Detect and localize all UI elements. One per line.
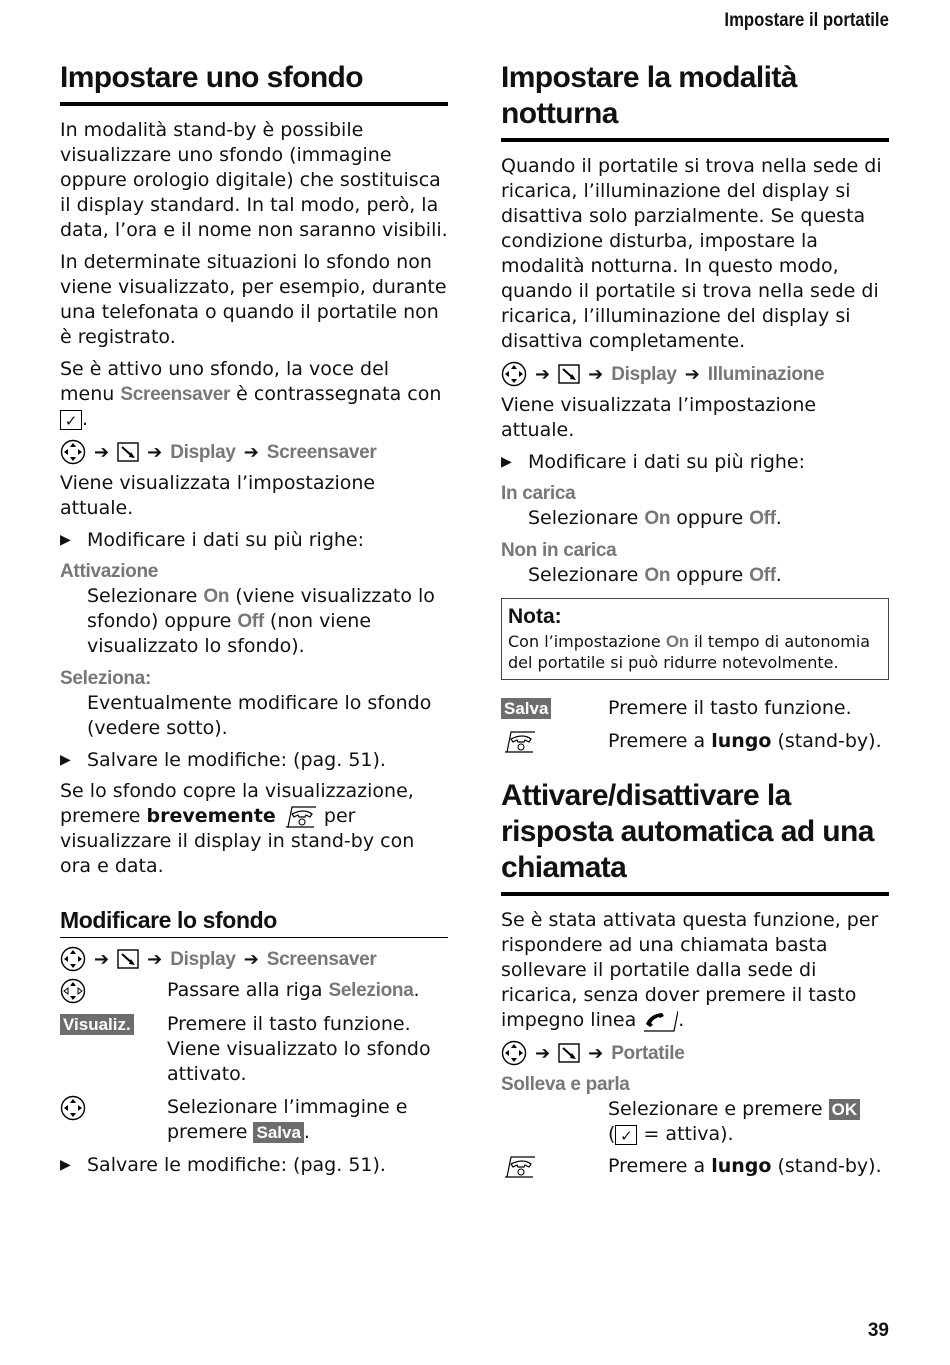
step-bullet-icon: ▶ <box>60 752 71 768</box>
menu-item-display: Display <box>170 441 236 463</box>
arrow-right-icon: ➔ <box>684 363 700 385</box>
paragraph: In determinate situazioni lo sfondo non viene visualizzato, per esempio, durante una telefonata o quando il portatile non è registrato. <box>60 251 447 348</box>
step-item: ▶ Modificare i dati su più righe: <box>501 451 806 473</box>
paragraph: Se è stata attivata questa funzione, per rispondere ad una chiamata basta sollevare il portatile dalla sede di ricarica, senza dover premere il tasto impegno linea . <box>501 909 879 1031</box>
menu-item-illumination: Illuminazione <box>707 363 825 385</box>
end-call-key-icon <box>501 1156 537 1178</box>
key-instruction-row: Passare alla riga Seleziona. <box>60 978 448 1004</box>
field-label-lift-and-talk: Solleva e parla <box>501 1074 630 1095</box>
note-body: Con l’impostazione On il tempo di autonomia del portatile si può ridurre notevolmente. <box>508 632 871 672</box>
nav-key-icon <box>60 946 86 972</box>
settings-menu-icon <box>117 949 139 969</box>
note-box <box>501 598 889 680</box>
field-label-not-in-charge: Non in carica <box>501 540 617 561</box>
field-description: Selezionare e premere OK ( ✓ = attiva). <box>608 1097 889 1147</box>
settings-menu-icon <box>117 442 139 462</box>
subsection-title: Modificare lo sfondo <box>60 905 448 938</box>
arrow-right-icon: ➔ <box>94 948 110 970</box>
section-title-wallpaper: Impostare uno sfondo <box>60 60 448 106</box>
menu-item-handset: Portatile <box>611 1042 685 1064</box>
arrow-right-icon: ➔ <box>588 1042 604 1064</box>
field-description: Eventualmente modificare lo sfondo (vedere sotto). <box>87 692 432 739</box>
end-call-key-icon <box>501 731 537 753</box>
menu-term: Screensaver <box>120 384 231 405</box>
step-bullet-icon: ▶ <box>60 532 71 548</box>
key-instruction-row: Premere a lungo (stand-by). <box>501 729 889 754</box>
section-title-auto-answer: Attivare/disattivare la risposta automatica ad una chiamata <box>501 778 889 896</box>
key-instruction-row: Premere a lungo (stand-by). <box>501 1154 889 1179</box>
paragraph: Quando il portatile si trova nella sede di ricarica, l’illuminazione del display si disattiva solo parzialmente. Se questa condizione disturba, impostare la modalità notturna. In questo modo, quando il portatile si trova nella sede di ricarica, l’illuminazione del display si disattiva completamente. <box>501 155 882 352</box>
menu-item-screensaver: Screensaver <box>266 948 377 970</box>
arrow-right-icon: ➔ <box>94 441 110 463</box>
menu-path <box>60 946 448 972</box>
page-number: 39 <box>867 1320 889 1341</box>
checkbox-icon: ✓ <box>60 410 82 430</box>
running-header: Impostare il portatile <box>724 10 889 31</box>
field-label-select: Seleziona: <box>60 668 151 689</box>
section-title-night-mode: Impostare la modalità notturna <box>501 60 889 142</box>
settings-menu-icon <box>558 1043 580 1063</box>
menu-path <box>501 1040 889 1066</box>
paragraph: Se è attivo uno sfondo, la voce del menu Screensaver è contrassegnata con ✓ . <box>60 358 442 430</box>
key-instruction-row: Visualiz. Premere il tasto funzione. Viene visualizzato lo sfondo attivato. <box>60 1012 448 1087</box>
softkey-ok: OK <box>829 1099 861 1120</box>
field-label-in-charge: In carica <box>501 483 576 504</box>
key-instruction-row: Selezionare l’immagine e premere Salva . <box>60 1095 448 1145</box>
left-column <box>60 60 448 1184</box>
paragraph: Se lo sfondo copre la visualizzazione, premere brevemente per visualizzare il display in stand-by con ora e data. <box>60 780 415 877</box>
arrow-right-icon: ➔ <box>588 363 604 385</box>
checkbox-icon: ✓ <box>615 1125 637 1145</box>
arrow-right-icon: ➔ <box>243 948 259 970</box>
field-label-activation: Attivazione <box>60 561 159 582</box>
nav-key-up-down-icon <box>60 978 86 1004</box>
paragraph: Viene visualizzata l’impostazione attuale. <box>501 394 817 441</box>
nav-key-icon <box>501 1040 527 1066</box>
step-item: ▶ Salvare le modifiche: (pag. 51). <box>60 1154 386 1176</box>
nav-key-icon <box>60 1095 86 1121</box>
arrow-right-icon: ➔ <box>535 1042 551 1064</box>
step-bullet-icon: ▶ <box>501 454 512 470</box>
right-column <box>501 60 889 1187</box>
menu-item-screensaver: Screensaver <box>266 441 377 463</box>
step-item: ▶ Modificare i dati su più righe: <box>60 529 365 551</box>
talk-key-icon <box>642 1010 678 1032</box>
field-description: Selezionare On oppure Off. <box>528 564 782 586</box>
menu-path <box>60 439 448 465</box>
field-description: Selezionare On oppure Off. <box>528 507 782 529</box>
arrow-right-icon: ➔ <box>243 441 259 463</box>
field-description: Selezionare On (viene visualizzato lo sfondo) oppure Off (non viene visualizzato lo sfondo). <box>87 585 435 657</box>
note-title: Nota: <box>508 605 562 628</box>
arrow-right-icon: ➔ <box>147 948 163 970</box>
menu-item-display: Display <box>611 363 677 385</box>
key-instruction-row: Salva Premere il tasto funzione. <box>501 696 889 721</box>
paragraph: In modalità stand-by è possibile visualizzare uno sfondo (immagine oppure orologio digitale) che sostituisca il display standard. In tal modo, però, la data, l’ora e il nome non saranno visibili. <box>60 119 448 241</box>
arrow-right-icon: ➔ <box>147 441 163 463</box>
nav-key-icon <box>60 439 86 465</box>
paragraph: Viene visualizzata l’impostazione attuale. <box>60 472 376 519</box>
step-bullet-icon: ▶ <box>60 1157 71 1173</box>
menu-path <box>501 361 889 387</box>
end-call-key-icon <box>282 806 318 828</box>
softkey-save: Salva <box>501 698 551 719</box>
softkey-save: Salva <box>253 1122 303 1143</box>
menu-item-display: Display <box>170 948 236 970</box>
step-item: ▶ Salvare le modifiche: (pag. 51). <box>60 749 386 771</box>
nav-key-icon <box>501 361 527 387</box>
softkey-view: Visualiz. <box>60 1014 134 1035</box>
arrow-right-icon: ➔ <box>535 363 551 385</box>
settings-menu-icon <box>558 364 580 384</box>
